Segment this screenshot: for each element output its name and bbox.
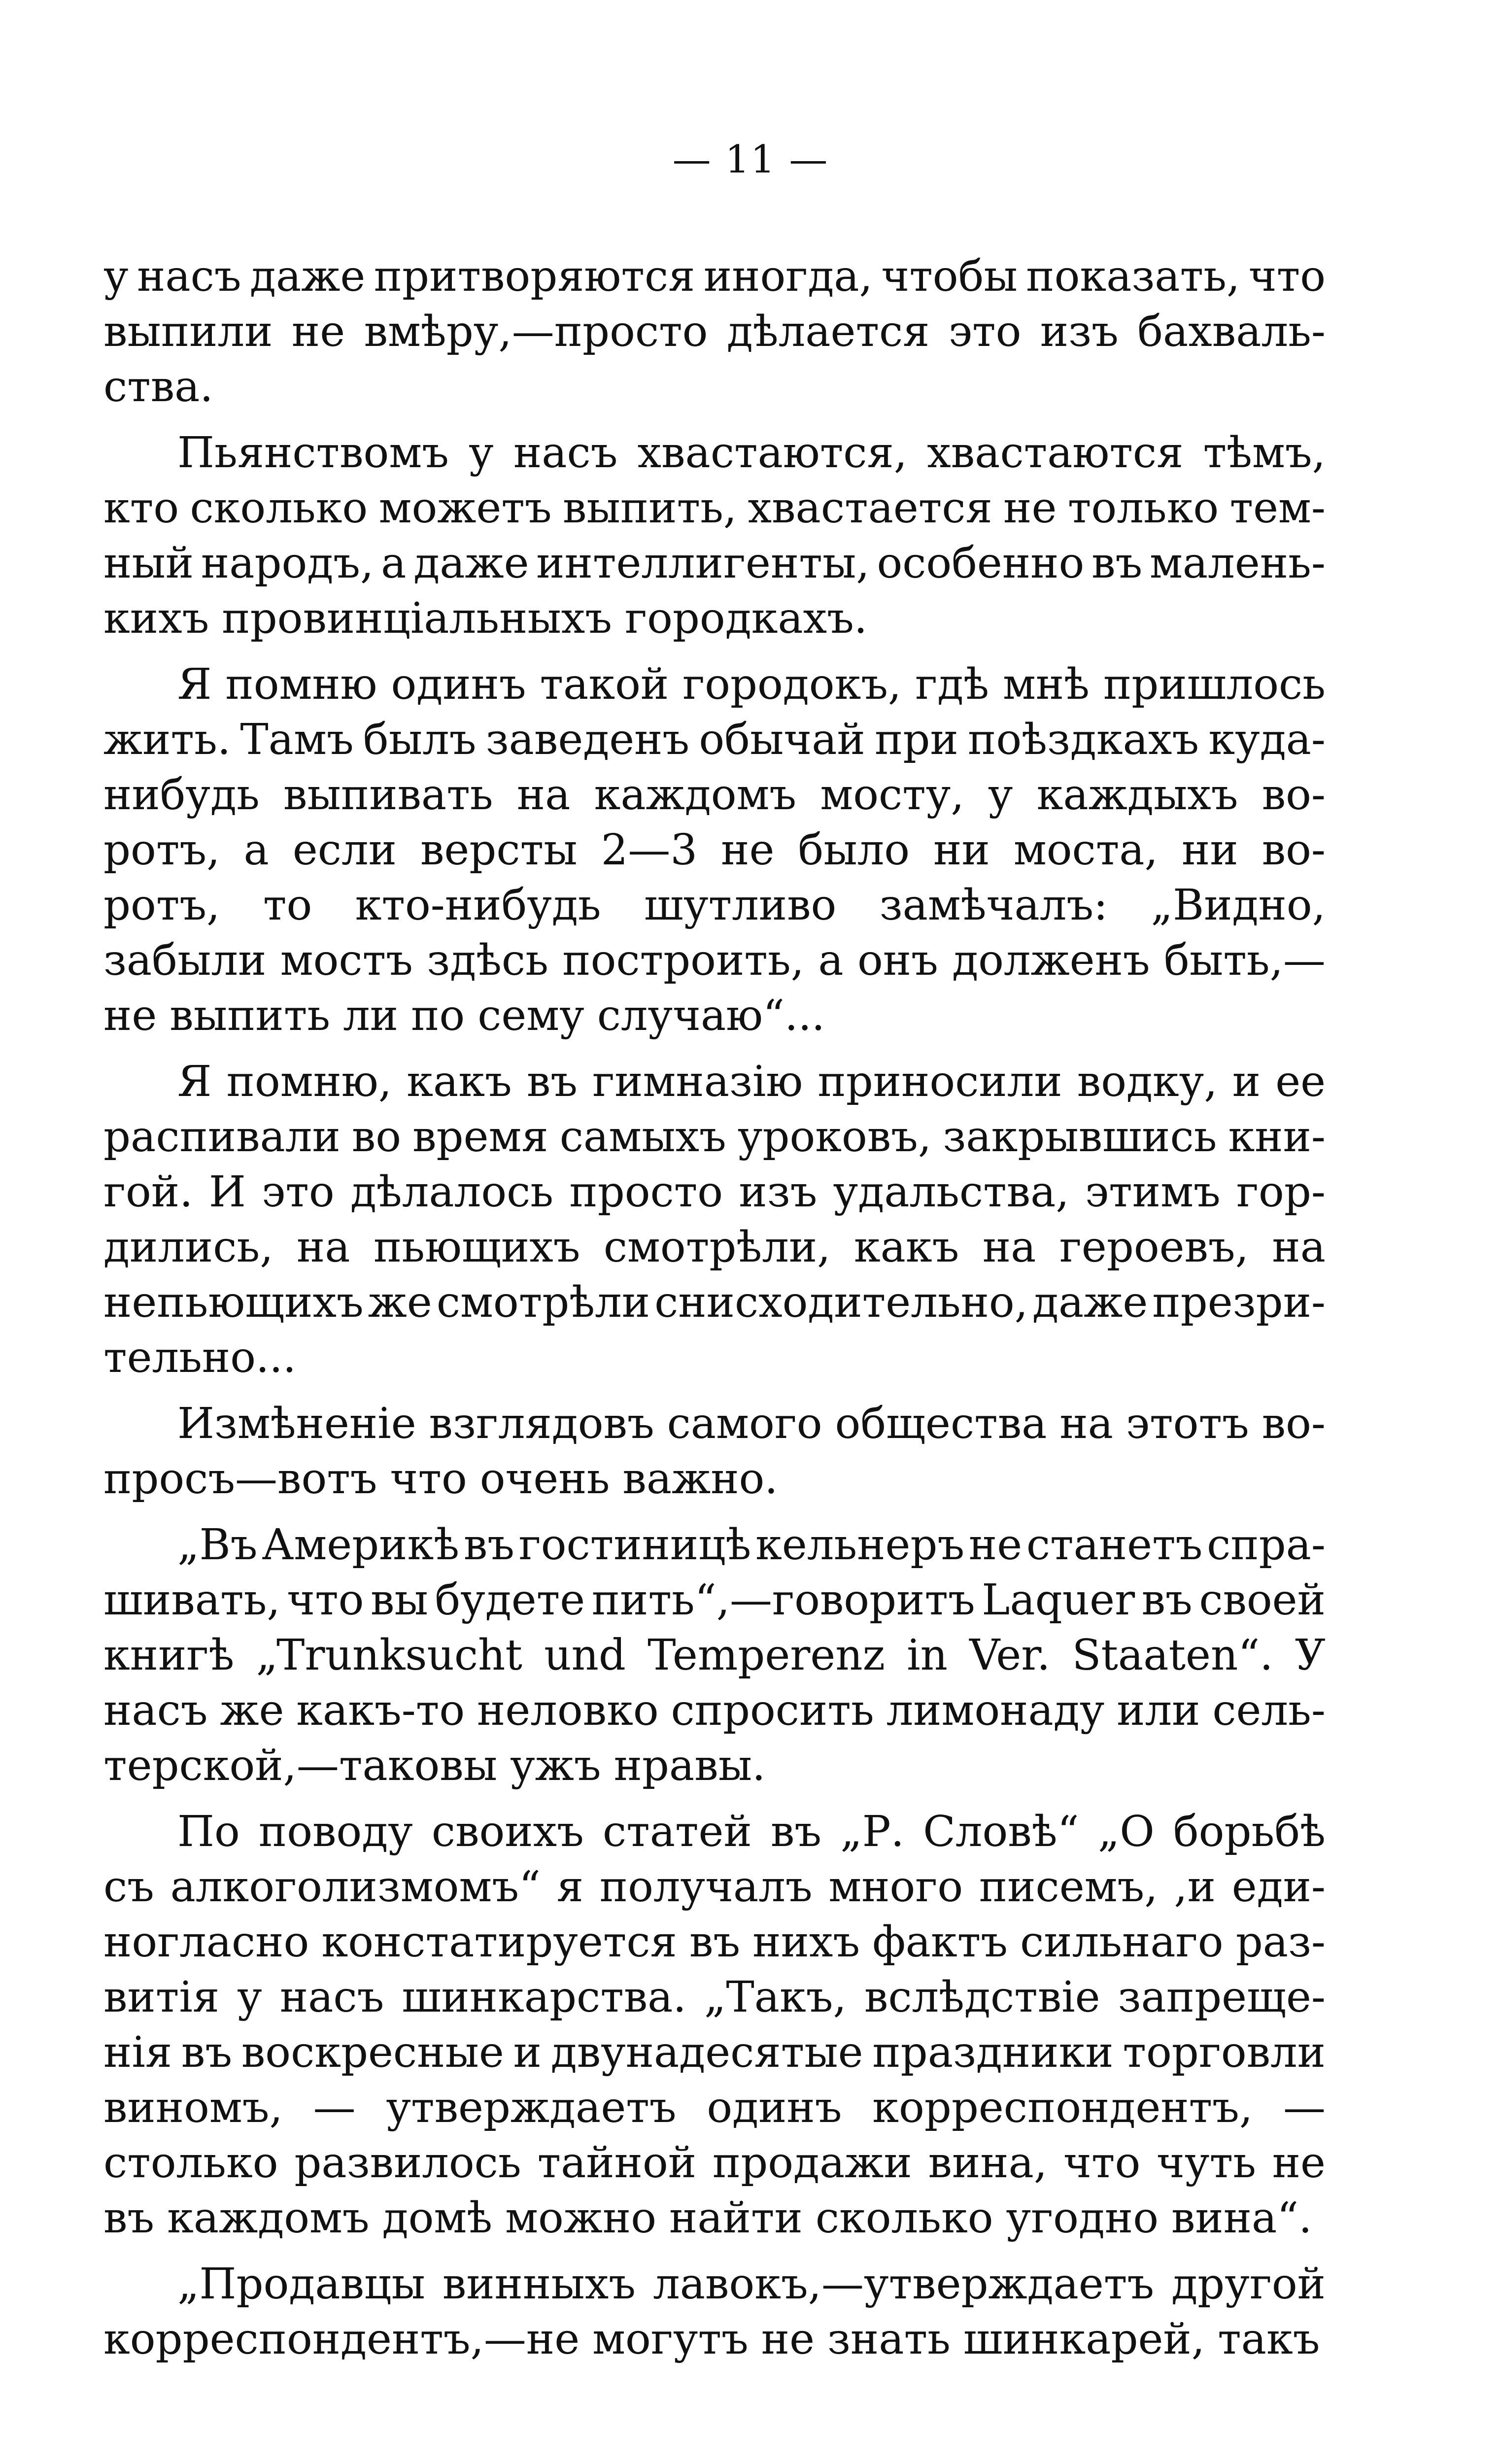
word: одинъ [707, 2083, 842, 2132]
word: тайной [537, 2138, 697, 2188]
word: что [390, 1454, 467, 1504]
word: у [237, 1973, 262, 2022]
text-line [103, 1517, 1326, 1573]
word: быть,— [1163, 936, 1326, 985]
word: даже [250, 252, 366, 301]
word: Ver. [969, 1631, 1051, 1680]
word: ногласно [103, 1917, 309, 1967]
word: особенно [877, 539, 1085, 588]
text-line [103, 1330, 1326, 1385]
word: найти [669, 2193, 803, 2243]
word: ужъ [510, 1741, 601, 1790]
word: Пьянствомъ [177, 428, 449, 478]
text-line [103, 1970, 1326, 2025]
word: ротъ, [103, 881, 220, 930]
text-line [103, 878, 1326, 933]
text-line [103, 2080, 1326, 2135]
text-line [103, 1738, 1326, 1793]
word: спра- [1207, 1520, 1326, 1570]
word: то [263, 881, 312, 930]
word: не [291, 307, 345, 356]
word: ный [103, 539, 194, 588]
word: вина“. [1171, 2193, 1312, 2243]
word: виномъ, [103, 2083, 283, 2132]
word: въ [689, 1917, 741, 1967]
word: не [761, 2315, 815, 2364]
word: гимназію [592, 1057, 803, 1106]
word: заведенъ [485, 715, 690, 764]
word: гор- [1236, 1167, 1326, 1217]
word: — [313, 2083, 356, 2132]
text-line [103, 988, 1326, 1043]
word: какъ [407, 1057, 512, 1106]
word: „Trunksucht [256, 1631, 522, 1680]
word: насъ [103, 1686, 208, 1735]
word: утверждаетъ [386, 2083, 677, 2132]
word: смотрѣли [436, 1278, 650, 1327]
text-line [103, 1804, 1326, 1859]
word: очень [479, 1454, 610, 1504]
word: у [988, 770, 1013, 820]
word: — [1283, 2083, 1326, 2132]
word: интеллигенты, [536, 539, 870, 588]
word: на [982, 1223, 1036, 1272]
word: не [1003, 483, 1057, 533]
text-line [103, 1396, 1326, 1451]
word: кни- [1228, 1112, 1326, 1162]
word: если [292, 825, 397, 875]
word: у [469, 428, 494, 478]
word: кто [103, 483, 179, 533]
word: торговли [1123, 2028, 1326, 2077]
word: каждыхъ [1036, 770, 1238, 820]
text-line [103, 2135, 1326, 2190]
word: спросить [671, 1686, 874, 1735]
word: городокъ, [682, 660, 902, 709]
word: былъ [363, 715, 477, 764]
text-line [103, 767, 1326, 822]
word: мостъ [280, 936, 413, 985]
text-line [103, 1054, 1326, 1109]
word: ,и [1174, 1862, 1216, 1912]
word: 2—3 [601, 825, 698, 875]
text-line [103, 1109, 1326, 1164]
word: забыли [103, 936, 267, 985]
word: кихъ [103, 594, 209, 643]
word: у [103, 252, 129, 301]
word: насъ [513, 428, 618, 478]
word: „О [1097, 1807, 1155, 1856]
word: алкоголизмомъ“ [170, 1862, 541, 1912]
text-line [103, 1573, 1326, 1628]
word: воскресные [241, 2028, 504, 2077]
word: сколько [815, 2193, 993, 2243]
word: по [411, 991, 465, 1040]
text-line [103, 933, 1326, 988]
word: статей [602, 1807, 752, 1856]
word: малень- [1150, 539, 1326, 588]
word: ротъ, [103, 825, 220, 875]
word: „Видно, [1151, 881, 1326, 930]
word: изъ [739, 1167, 818, 1217]
word: хвастаются [927, 428, 1184, 478]
word: еди- [1231, 1862, 1326, 1912]
word: что [1248, 252, 1326, 301]
paragraph-gap [103, 646, 1326, 657]
word: же [368, 1278, 432, 1327]
word: писемъ, [979, 1862, 1158, 1912]
word: построить, [562, 936, 805, 985]
word: станетъ [1026, 1520, 1203, 1570]
word: случаю“... [597, 991, 825, 1040]
word: въ [463, 1520, 514, 1570]
word: Америкѣ [262, 1520, 460, 1570]
text-line [103, 1915, 1326, 1970]
word: или [1117, 1686, 1200, 1735]
paragraph-gap [103, 2246, 1326, 2257]
word: на [296, 1223, 350, 1272]
word: приносили [818, 1057, 1062, 1106]
word: распивали [103, 1112, 341, 1162]
word: нравы. [614, 1741, 766, 1790]
word: И [208, 1167, 246, 1217]
word: во- [1262, 825, 1326, 875]
word: своихъ [431, 1807, 584, 1856]
word: въ [103, 2193, 155, 2243]
word: вина, [928, 2138, 1048, 2188]
text-line [103, 359, 1326, 414]
text-line [103, 425, 1326, 480]
text-line [103, 2257, 1326, 2312]
word: Laquer [982, 1575, 1135, 1625]
word: а [818, 936, 844, 985]
word: продажи [712, 2138, 912, 2188]
word: Temperenz [648, 1631, 885, 1680]
paragraph-gap [103, 414, 1326, 425]
word: важно. [622, 1454, 778, 1504]
word: на [516, 770, 571, 820]
word: домѣ [382, 2193, 493, 2243]
word: другой [1171, 2259, 1326, 2309]
word: „Продавцы [177, 2259, 425, 2309]
word: in [907, 1631, 948, 1680]
word: только [1067, 483, 1219, 533]
word: во [351, 1112, 402, 1162]
word: чуть [1157, 2138, 1256, 2188]
word: въ [770, 1807, 822, 1856]
word: городкахъ. [625, 594, 868, 643]
word: выпить, [562, 483, 737, 533]
word: героевъ, [1059, 1223, 1249, 1272]
word: винныхъ [442, 2259, 636, 2309]
word: просто [569, 1167, 723, 1217]
word: получалъ [599, 1862, 813, 1912]
word: У [1295, 1631, 1326, 1680]
text-line [103, 480, 1326, 536]
word: не [1272, 2138, 1326, 2188]
word: ее [1275, 1057, 1326, 1106]
word: куда- [1208, 715, 1326, 764]
word: und [544, 1631, 626, 1680]
word: какъ-то [296, 1686, 465, 1735]
word: обычай [699, 715, 865, 764]
word: просъ—вотъ [103, 1454, 377, 1504]
word: запреще- [1118, 1973, 1326, 2022]
word: при [875, 715, 958, 764]
word: корреспондентъ, [872, 2083, 1253, 2132]
word: констатируется [321, 1917, 677, 1967]
word: хвастается [748, 483, 992, 533]
text-line [103, 249, 1326, 304]
word: терской,—таковы [103, 1741, 498, 1790]
word: общества [835, 1399, 1047, 1448]
word: По [177, 1807, 240, 1856]
word: раз- [1235, 1917, 1326, 1967]
word: въ [526, 1057, 578, 1106]
text-line [103, 657, 1326, 712]
text-line [103, 1164, 1326, 1220]
word: Измѣненіе [177, 1399, 416, 1448]
word: дѣлалось [350, 1167, 554, 1217]
paragraph-gap [103, 1043, 1326, 1054]
word: шутливо [644, 881, 837, 930]
word: пьющихъ [373, 1223, 580, 1272]
text-line [103, 1220, 1326, 1275]
word: этотъ [1126, 1399, 1249, 1448]
word: шивать, [103, 1575, 280, 1625]
word: каждомъ [167, 2193, 370, 2243]
word: снисходительно, [654, 1278, 1028, 1327]
word: тем- [1229, 483, 1326, 533]
word: жить. [103, 715, 231, 764]
word: нія [103, 2028, 172, 2077]
word: помню [225, 660, 377, 709]
word: насъ [279, 1973, 384, 2022]
word: поводу [258, 1807, 413, 1856]
word: вслѣдствіе [864, 1973, 1100, 2022]
word: тельно... [103, 1333, 297, 1382]
word: ни [933, 825, 990, 875]
word: пришлось [1103, 660, 1326, 709]
word: своей [1199, 1575, 1326, 1625]
word: могутъ [592, 2315, 749, 2364]
word: это [948, 307, 1022, 356]
text-line [103, 304, 1326, 359]
word: сель- [1212, 1686, 1326, 1735]
word: въ [1141, 1575, 1193, 1625]
word: водку, [1077, 1057, 1218, 1106]
word: шинкарей, [963, 2315, 1205, 2364]
word: этимъ [1085, 1167, 1221, 1217]
word: было [798, 825, 910, 875]
word: фактъ [872, 1917, 1008, 1967]
text-line [103, 536, 1326, 591]
word: что [1063, 2138, 1141, 2188]
word: моста, [1013, 825, 1158, 875]
word: тѣмъ, [1203, 428, 1326, 478]
word: корреспондентъ,—не [103, 2315, 580, 2364]
word: а [243, 825, 269, 875]
word: это [262, 1167, 335, 1217]
word: дились, [103, 1223, 273, 1272]
word: „Въ [177, 1520, 258, 1570]
word: каждомъ [594, 770, 797, 820]
word: Я [177, 1057, 212, 1106]
word: съ [103, 1862, 154, 1912]
word: въ [1092, 539, 1143, 588]
word: сколько [190, 483, 368, 533]
word: онъ [857, 936, 938, 985]
word: во- [1262, 770, 1326, 820]
word: презри- [1152, 1278, 1326, 1327]
word: уроковъ, [737, 1112, 932, 1162]
word: мосту, [820, 770, 964, 820]
word: такой [540, 660, 669, 709]
word: изъ [1040, 307, 1119, 356]
word: смотрѣли, [603, 1223, 831, 1272]
word: лавокъ,—утверждаетъ [653, 2259, 1155, 2309]
word: двунадесятые [550, 2028, 863, 2077]
word: ства. [103, 362, 213, 411]
text-line [103, 2312, 1326, 2367]
word: на [1059, 1399, 1113, 1448]
word: помню, [226, 1057, 392, 1106]
word: угодно [1006, 2193, 1159, 2243]
word: и [513, 2028, 542, 2077]
word: народъ, [201, 539, 374, 588]
word: „Такъ, [704, 1973, 847, 2022]
word: кто-нибудь [355, 881, 601, 930]
word: книгѣ [103, 1631, 235, 1680]
word: шинкарства. [402, 1973, 686, 2022]
body-text [103, 249, 1326, 2367]
word: Тамъ [240, 715, 354, 764]
word: борьбѣ [1173, 1807, 1326, 1856]
word: выпить [170, 991, 331, 1040]
paragraph-gap [103, 1793, 1326, 1804]
word: даже [413, 539, 529, 588]
word: сему [478, 991, 584, 1040]
text-line [103, 1859, 1326, 1915]
word: удальства, [833, 1167, 1069, 1217]
word: версты [420, 825, 578, 875]
word: неловко [477, 1686, 659, 1735]
word: много [828, 1862, 963, 1912]
word: развилось [294, 2138, 521, 2188]
word: гой. [103, 1167, 193, 1217]
word: закрывшись [943, 1112, 1217, 1162]
word: витія [103, 1973, 220, 2022]
word: столько [103, 2138, 278, 2188]
word: время [412, 1112, 548, 1162]
word: Я [177, 660, 212, 709]
text-line [103, 591, 1326, 646]
page-number: — 11 — [672, 137, 829, 182]
word: же [220, 1686, 284, 1735]
word: гдѣ [915, 660, 989, 709]
word: даже [1032, 1278, 1148, 1327]
word: самого [667, 1399, 822, 1448]
word: „Р. [840, 1807, 904, 1856]
word: одинъ [391, 660, 526, 709]
word: можетъ [378, 483, 552, 533]
word: что [287, 1575, 364, 1625]
word: хвастаются, [637, 428, 908, 478]
word: Словѣ“ [923, 1807, 1079, 1856]
word: такъ [1218, 2315, 1320, 2364]
word: самыхъ [559, 1112, 726, 1162]
word: чтобы [881, 252, 1018, 301]
word: сильнаго [1020, 1917, 1224, 1967]
word: кельнеръ [755, 1520, 965, 1570]
word: вы [371, 1575, 428, 1625]
word: а [381, 539, 407, 588]
word: не [968, 1520, 1023, 1570]
paragraph-gap [103, 1385, 1326, 1396]
word: притворяются [374, 252, 695, 301]
word: какъ [853, 1223, 959, 1272]
word: выпили [103, 307, 273, 356]
word: мнѣ [1002, 660, 1090, 709]
word: показать, [1026, 252, 1240, 301]
text-line [103, 2025, 1326, 2080]
word: поѣздкахъ [968, 715, 1199, 764]
text-line [103, 1275, 1326, 1330]
word: нихъ [752, 1917, 860, 1967]
text-line [103, 1683, 1326, 1738]
word: провинціальныхъ [222, 594, 613, 643]
word: пить“,—говоритъ [591, 1575, 975, 1625]
word: лимонаду [886, 1686, 1105, 1735]
word: я [556, 1862, 584, 1912]
word: выпивать [283, 770, 493, 820]
word: ли [343, 991, 399, 1040]
word: на [1272, 1223, 1326, 1272]
word: иногда, [703, 252, 873, 301]
word: во- [1262, 1399, 1326, 1448]
text-line [103, 1628, 1326, 1683]
word: здѣсь [427, 936, 548, 985]
word: нибудь [103, 770, 260, 820]
word: будете [435, 1575, 585, 1625]
text-line [103, 822, 1326, 878]
word: праздники [872, 2028, 1114, 2077]
word: не [103, 991, 157, 1040]
word: и [1232, 1057, 1261, 1106]
word: знать [827, 2315, 951, 2364]
word: Staaten“. [1072, 1631, 1273, 1680]
word: вмѣру,—просто [364, 307, 708, 356]
text-line [103, 2190, 1326, 2246]
word: гостиницѣ [518, 1520, 751, 1570]
word: можно [505, 2193, 656, 2243]
word: ни [1182, 825, 1238, 875]
word: взглядовъ [429, 1399, 654, 1448]
text-line [103, 1451, 1326, 1506]
word: не [721, 825, 775, 875]
word: дѣлается [726, 307, 930, 356]
word: замѣчалъ: [879, 881, 1108, 930]
word: непьющихъ [103, 1278, 364, 1327]
word: въ [181, 2028, 233, 2077]
text-line [103, 712, 1326, 767]
word: долженъ [952, 936, 1150, 985]
paragraph-gap [103, 1506, 1326, 1517]
word: насъ [137, 252, 241, 301]
word: бахваль- [1137, 307, 1326, 356]
